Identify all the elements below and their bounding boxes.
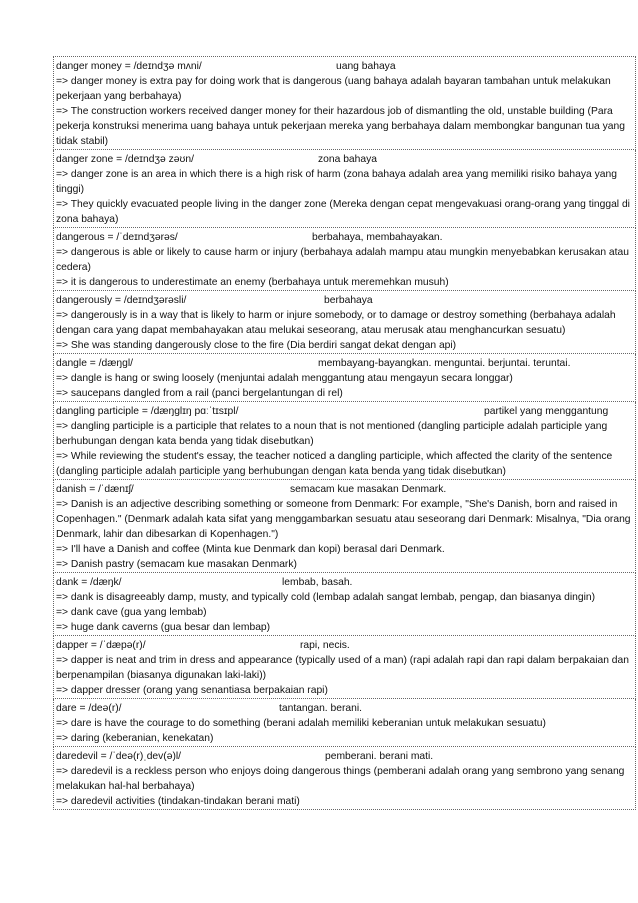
meaning: zona bahaya	[318, 154, 377, 165]
entry-danger-zone	[53, 150, 636, 228]
definition-line: => dangling participle is a participle that relates to a noun that is not mentioned (dangling participle adalah participle yang berhubungan dengan kata benda yang tidak disebutkan)	[56, 421, 608, 447]
example-line: => While reviewing the student's essay, the teacher noticed a dangling participle, which affected the clarity of the sentence (dangling participle adalah participle yang berhubungan dengan kata benda yang tidak disebutkan)	[56, 451, 613, 477]
entry-header	[56, 701, 633, 716]
example-line: => She was standing dangerously close to the fire (Dia berdiri sangat dekat dengan api)	[56, 340, 457, 351]
entry-dangle	[53, 354, 636, 402]
example-line: => daring (keberanian, kenekatan)	[56, 733, 214, 744]
entry-header	[56, 575, 633, 590]
term: danish = /ˈdænɪʃ/	[56, 484, 134, 495]
example-line: => They quickly evacuated people living in the danger zone (Mereka dengan cepat mengevakuasi orang-orang yang tinggal di zona bahaya)	[56, 199, 630, 225]
term: dangle = /dæŋɡl/	[56, 358, 134, 369]
definition-line: => dank is disagreeably damp, musty, and typically cold (lembap adalah sangat lembab, pengap, dan biasanya dingin)	[56, 592, 596, 603]
entry-daredevil	[53, 747, 636, 810]
entry-danger-money	[53, 56, 636, 150]
definition-line: => danger zone is an area in which there is a high risk of harm (zona bahaya adalah area yang memiliki risiko bahaya yang tinggi)	[56, 169, 617, 195]
definition-line: => dapper is neat and trim in dress and appearance (typically used of a man) (rapi adalah rapi dan rapi dalam berpakaian dan berpenampilan (biasanya digunakan laki-laki))	[56, 655, 629, 681]
definition-line: => dare is have the courage to do something (berani adalah memiliki keberanian untuk melakukan sesuatu)	[56, 718, 546, 729]
term: dangerously = /deɪndʒərəsli/	[56, 295, 187, 306]
term: dapper = /ˈdæpə(r)/	[56, 640, 146, 651]
definition-line: => daredevil is a reckless person who enjoys doing dangerous things (pemberani adalah orang yang sembrono yang senang melakukan hal-hal berbahaya)	[56, 766, 625, 792]
term: dare = /deə(r)/	[56, 703, 122, 714]
entry-header	[56, 749, 633, 764]
entry-header	[56, 356, 633, 371]
definition-line: => dangerously is in a way that is likely to harm or injure somebody, or to damage or destroy something (berbahaya adalah dengan cara yang dapat membahayakan atau melukai seseorang, atau merusak atau menghancurkan sesuatu)	[56, 310, 616, 336]
meaning: membayang-bayangkan. menguntai. berjuntai. teruntai.	[318, 358, 571, 369]
example-line: => dapper dresser (orang yang senantiasa berpakaian rapi)	[56, 685, 328, 696]
entry-danish	[53, 480, 636, 573]
entry-header	[56, 152, 633, 167]
entry-header	[56, 638, 633, 653]
term: dangerous = /ˈdeɪndʒərəs/	[56, 232, 178, 243]
entry-header	[56, 230, 633, 245]
entry-dangling-participle	[53, 402, 636, 480]
example-line: => daredevil activities (tindakan-tindakan berani mati)	[56, 796, 300, 807]
entry-header	[56, 482, 633, 497]
entry-dangerously	[53, 291, 636, 354]
term: danger money = /deɪndʒə mʌni/	[56, 61, 202, 72]
entry-header	[56, 59, 633, 74]
entry-header	[56, 293, 633, 308]
example-line: => it is dangerous to underestimate an enemy (berbahaya untuk meremehkan musuh)	[56, 277, 449, 288]
entry-header	[56, 404, 633, 419]
entry-dank	[53, 573, 636, 636]
meaning: partikel yang menggantung	[484, 406, 609, 417]
entry-dare	[53, 699, 636, 747]
meaning: lembab, basah.	[282, 577, 353, 588]
example-line: => Danish pastry (semacam kue masakan Denmark)	[56, 559, 297, 570]
example-line: => huge dank caverns (gua besar dan lembap)	[56, 622, 271, 633]
term: dangling participle = /dæŋɡlɪŋ pɑːˈtɪsɪpl/	[56, 406, 239, 417]
meaning: rapi, necis.	[300, 640, 350, 651]
example-line: => I'll have a Danish and coffee (Minta kue Denmark dan kopi) berasal dari Denmark.	[56, 544, 445, 555]
entry-dapper	[53, 636, 636, 699]
term: dank = /dæŋk/	[56, 577, 122, 588]
example-line: => The construction workers received danger money for their hazardous job of dismantling the old, unstable building (Para pekerja konstruksi menerima uang bahaya untuk pekerjaan mereka yang berbahaya dalam membongkar bangunan tua yang tidak stabil)	[56, 106, 625, 147]
meaning: semacam kue masakan Denmark.	[290, 484, 447, 495]
definition-line: => dangle is hang or swing loosely (menjuntai adalah menggantung atau mengayun secara longgar)	[56, 373, 513, 384]
meaning: pemberani. berani mati.	[325, 751, 434, 762]
definition-line: => dangerous is able or likely to cause harm or injury (berbahaya adalah mampu atau mungkin menyebabkan kerusakan atau cedera)	[56, 247, 629, 273]
meaning: uang bahaya	[336, 61, 396, 72]
meaning: berbahaya	[324, 295, 373, 306]
term: danger zone = /deɪndʒə zəʊn/	[56, 154, 194, 165]
term: daredevil = /ˈdeə(r)ˌdev(ə)l/	[56, 751, 182, 762]
definition-line: => Danish is an adjective describing something or someone from Denmark: For example, "She's Danish, born and raised in Copenhagen." (Denmark adalah kata sifat yang menggambarkan sesuatu atau seseorang dari Denmark: Misalnya, "Dia orang Denmark, lahir dan dibesarkan di Kopenhagen.")	[56, 499, 631, 540]
entry-dangerous	[53, 228, 636, 291]
meaning: berbahaya, membahayakan.	[312, 232, 443, 243]
meaning: tantangan. berani.	[279, 703, 363, 714]
example-line: => dank cave (gua yang lembab)	[56, 607, 207, 618]
vocabulary-sheet	[53, 56, 636, 810]
example-line: => saucepans dangled from a rail (panci bergelantungan di rel)	[56, 388, 343, 399]
definition-line: => danger money is extra pay for doing work that is dangerous (uang bahaya adalah bayaran tambahan untuk melakukan pekerjaan yang berbahaya)	[56, 76, 611, 102]
